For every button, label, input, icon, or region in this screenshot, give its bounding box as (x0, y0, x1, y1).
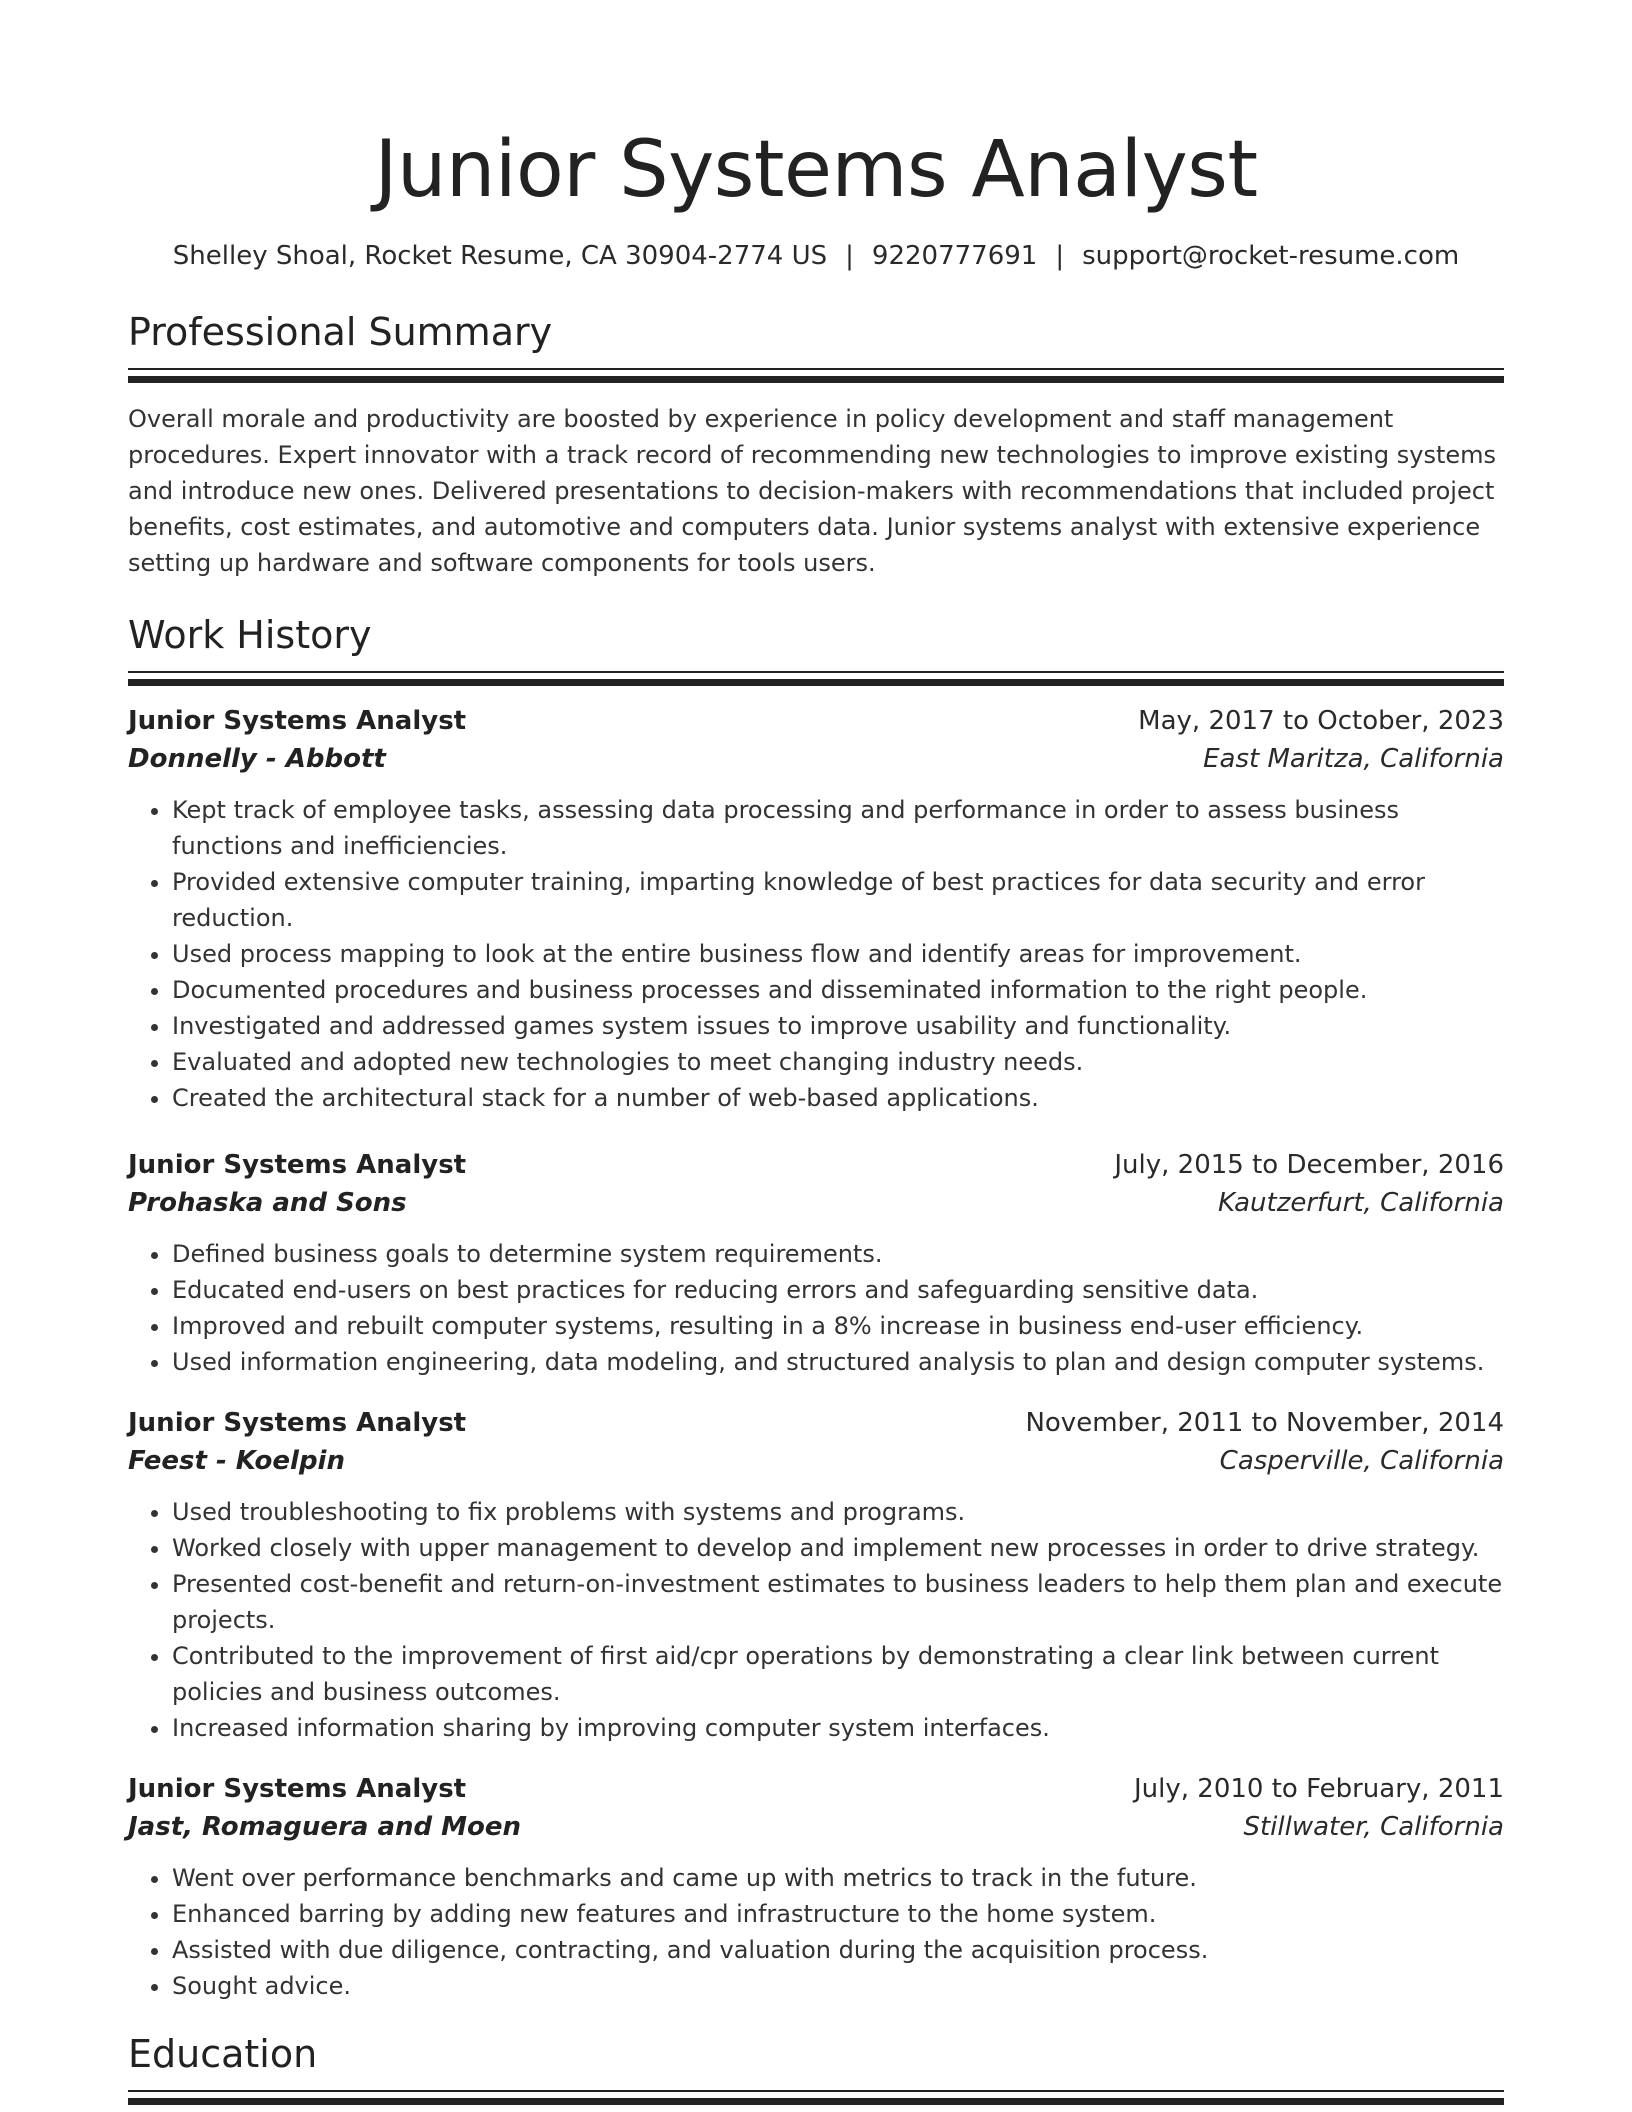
job-dates: November, 2011 to November, 2014 (1025, 1408, 1504, 1438)
contact-separator: | (1055, 241, 1065, 271)
job-entry (128, 1146, 1504, 1380)
contact-email: support@rocket-resume.com (1082, 241, 1460, 271)
job-bullet: • Presented cost-benefit and return-on-investment estimates to business leaders to help them plan and execute projects. (172, 1566, 1504, 1638)
resume-page (128, 0, 1504, 2105)
section-rule (128, 671, 1504, 673)
job-bullet-list (128, 792, 1504, 1116)
education-section (128, 2030, 1504, 2105)
job-title: Junior Systems Analyst (128, 1774, 467, 1804)
job-company-row (128, 740, 1504, 778)
job-bullet: • Went over performance benchmarks and came up with metrics to track in the future. (172, 1860, 1504, 1896)
job-bullet: • Worked closely with upper management to develop and implement new processes in order to drive strategy. (172, 1530, 1504, 1566)
job-location: Stillwater, California (1243, 1812, 1504, 1842)
job-bullet: • Used information engineering, data modeling, and structured analysis to plan and design computer systems. (172, 1344, 1504, 1380)
job-bullet: • Evaluated and adopted new technologies to meet changing industry needs. (172, 1044, 1504, 1080)
job-bullet: • Used process mapping to look at the entire business flow and identify areas for improvement. (172, 936, 1504, 972)
job-entry (128, 702, 1504, 1116)
job-header-row (128, 1404, 1504, 1442)
job-entry (128, 1770, 1504, 2004)
job-header-row (128, 1146, 1504, 1184)
job-bullet: • Educated end-users on best practices for reducing errors and safeguarding sensitive data. (172, 1272, 1504, 1308)
job-title: Junior Systems Analyst (128, 1408, 467, 1438)
job-bullet-list (128, 1236, 1504, 1380)
contact-separator: | (845, 241, 854, 271)
job-company: Feest - Koelpin (128, 1446, 345, 1476)
job-bullet: • Enhanced barring by adding new features and infrastructure to the home system. (172, 1896, 1504, 1932)
job-dates: July, 2015 to December, 2016 (1114, 1150, 1504, 1180)
job-company: Prohaska and Sons (128, 1188, 407, 1218)
job-company: Donnelly - Abbott (128, 744, 386, 774)
job-location: Casperville, California (1219, 1446, 1504, 1476)
job-company-row (128, 1808, 1504, 1846)
job-bullet: • Assisted with due diligence, contracting, and valuation during the acquisition process. (172, 1932, 1504, 1968)
section-rule-thick (128, 679, 1504, 686)
job-bullet: • Kept track of employee tasks, assessing data processing and performance in order to assess business functions and inefficiencies. (172, 792, 1504, 864)
job-bullet: • Increased information sharing by improving computer system interfaces. (172, 1710, 1504, 1746)
job-bullet: • Sought advice. (172, 1968, 1504, 2004)
job-location: Kautzerfurt, California (1217, 1188, 1504, 1218)
job-bullet: • Defined business goals to determine system requirements. (172, 1236, 1504, 1272)
job-header-row (128, 1770, 1504, 1808)
job-bullet: • Investigated and addressed games system issues to improve usability and functionality. (172, 1008, 1504, 1044)
summary-heading: Professional Summary (128, 310, 553, 354)
summary-text: Overall morale and productivity are boosted by experience in policy development and staff management procedures. Expert innovator with a track record of recommending new technologies to improve existing systems and introduce new ones. Delivered presentations to decision-makers with recommendations that included project benefits, cost estimates, and automotive and computers data. Junior systems analyst with extensive experience setting up hardware and software components for tools users. (128, 405, 1497, 577)
education-heading: Education (128, 2032, 318, 2076)
section-rule (128, 368, 1504, 370)
job-title: Junior Systems Analyst (128, 706, 467, 736)
work-history-section (128, 611, 1504, 2004)
contact-phone: 9220777691 (871, 241, 1038, 271)
job-bullet: • Used troubleshooting to fix problems with systems and programs. (172, 1494, 1504, 1530)
job-company: Jast, Romaguera and Moen (128, 1812, 522, 1842)
job-dates: July, 2010 to February, 2011 (1134, 1774, 1504, 1804)
job-bullet: • Provided extensive computer training, imparting knowledge of best practices for data security and error reduction. (172, 864, 1504, 936)
resume-name: Junior Systems Analyst (374, 125, 1258, 215)
section-rule-thick (128, 376, 1504, 383)
job-bullet: • Contributed to the improvement of first aid/cpr operations by demonstrating a clear link between current policies and business outcomes. (172, 1638, 1504, 1710)
job-dates: May, 2017 to October, 2023 (1138, 706, 1504, 736)
job-company-row (128, 1184, 1504, 1222)
job-bullet: • Documented procedures and business processes and disseminated information to the right people. (172, 972, 1504, 1008)
contact-address: Shelley Shoal, Rocket Resume, CA 30904-2774 US (172, 241, 828, 271)
job-bullet-list (128, 1494, 1504, 1746)
job-title: Junior Systems Analyst (128, 1150, 467, 1180)
job-location: East Maritza, California (1203, 744, 1504, 774)
job-bullet-list (128, 1860, 1504, 2004)
section-rule (128, 2090, 1504, 2092)
job-company-row (128, 1442, 1504, 1480)
job-bullet: • Created the architectural stack for a number of web-based applications. (172, 1080, 1504, 1116)
section-rule-thick (128, 2098, 1504, 2105)
job-entry (128, 1404, 1504, 1746)
job-bullet: • Improved and rebuilt computer systems, resulting in a 8% increase in business end-user efficiency. (172, 1308, 1504, 1344)
contact-line (128, 238, 1504, 274)
summary-section (128, 308, 1504, 581)
work-history-heading: Work History (128, 613, 372, 657)
job-header-row (128, 702, 1504, 740)
